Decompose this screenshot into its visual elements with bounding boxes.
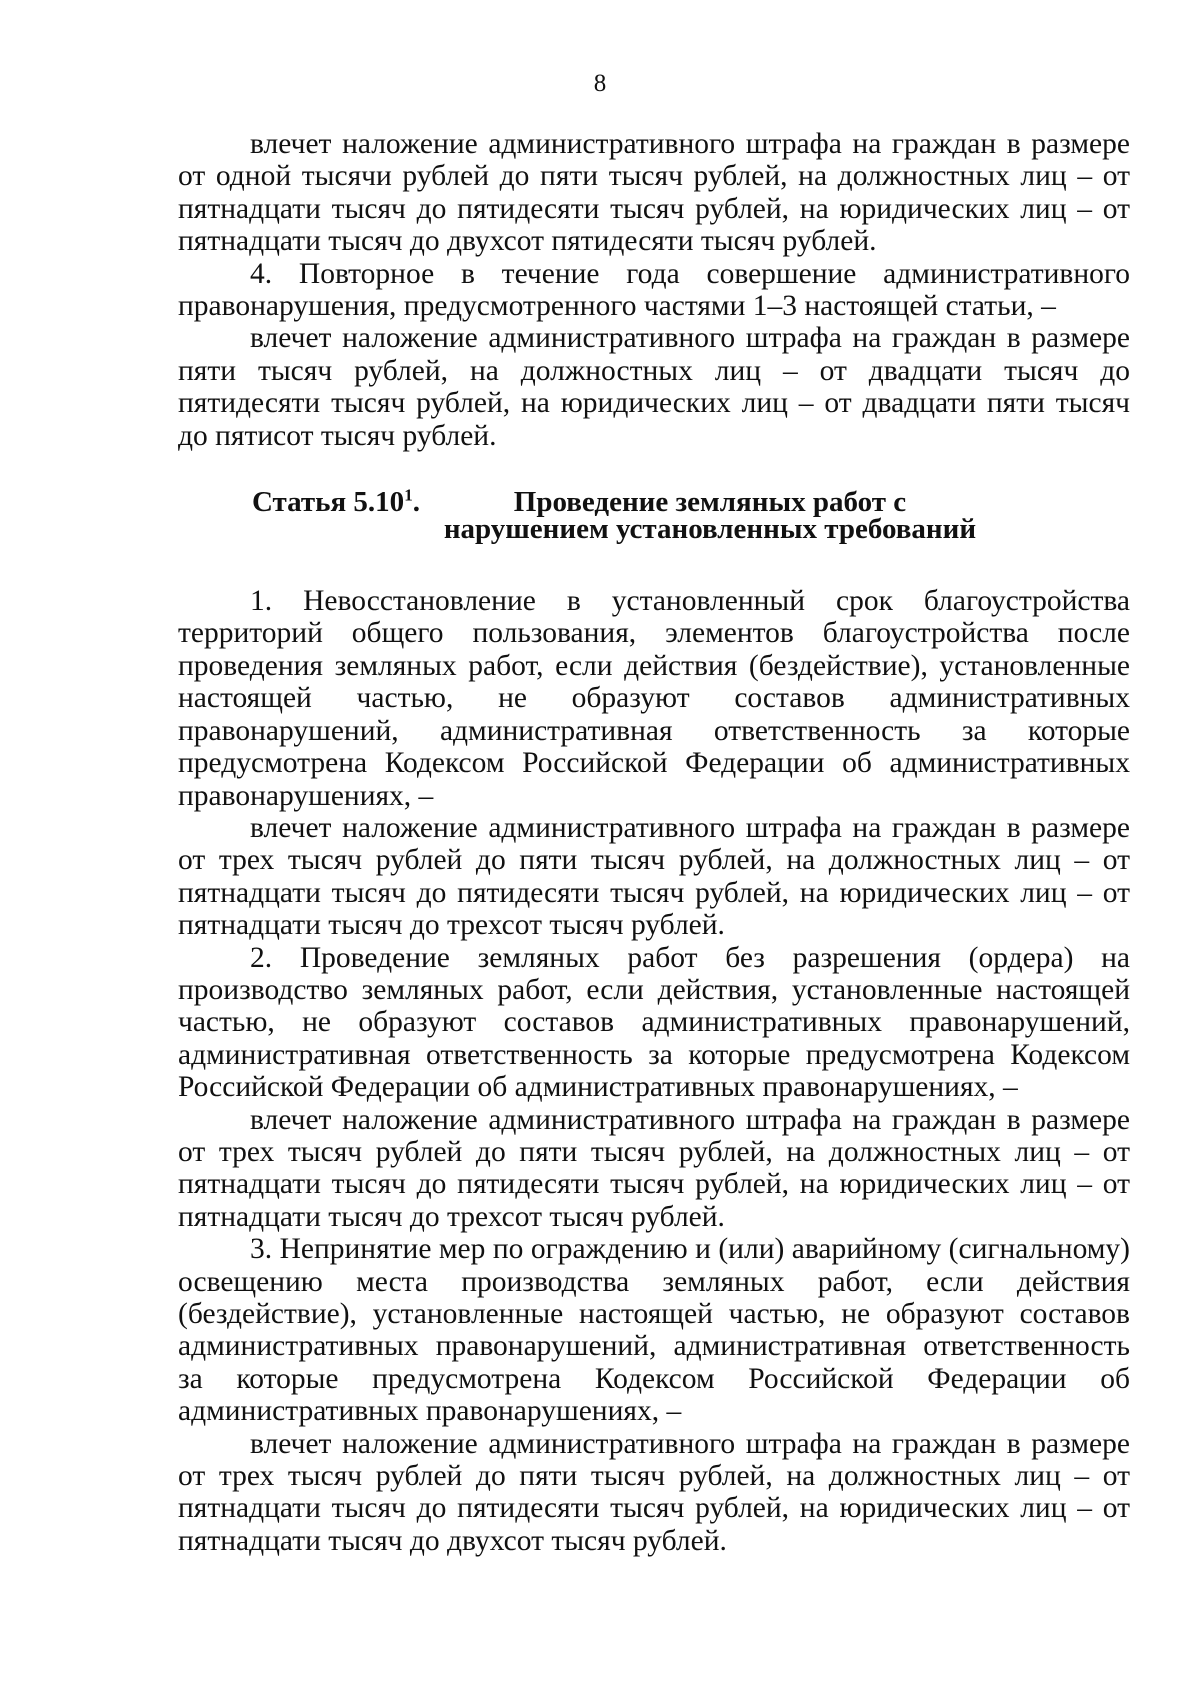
paragraph-article-penalty-2: влечет наложение административного штрафа на граждан в размере от трех тысяч рублей до пяти тысяч рублей, на должностных лиц – от пятнадцати тысяч до пятидесяти тысяч рублей, на юридических лиц – от пятнадцати тысяч до трехсот тысяч рублей.: [178, 1103, 1130, 1233]
article-superscript: 1: [404, 485, 413, 505]
page-number: 8: [593, 70, 607, 97]
paragraph-penalty-part-4: влечет наложение административного штрафа на граждан в размере пяти тысяч рублей, на должностных лиц – от двадцати тысяч до пятидесяти тысяч рублей, на юридических лиц – от двадцати пяти тысяч до пятисот тысяч рублей.: [178, 322, 1130, 452]
paragraph-article-penalty-3: влечет наложение административного штрафа на граждан в размере от трех тысяч рублей до пяти тысяч рублей, на должностных лиц – от пятнадцати тысяч до пятидесяти тысяч рублей, на юридических лиц – от пятнадцати тысяч до двухсот тысяч рублей.: [178, 1427, 1130, 1557]
article-heading: [178, 485, 1130, 546]
document-body: [178, 128, 1130, 1557]
paragraph-part-4: 4. Повторное в течение года совершение административного правонарушения, предусмотренного частями 1–3 настоящей статьи, –: [178, 257, 1130, 323]
paragraph-penalty-part-3: влечет наложение административного штрафа на граждан в размере от одной тысячи рублей до пяти тысяч рублей, на должностных лиц – от пятнадцати тысяч до пятидесяти тысяч рублей, на юридических лиц – от пятнадцати тысяч до двухсот пятидесяти тысяч рублей.: [178, 128, 1130, 258]
article-title: Проведение земляных работ с нарушением установленных требований: [443, 486, 977, 546]
paragraph-article-part-2: 2. Проведение земляных работ без разрешения (ордера) на производство земляных работ, если действия, установленные настоящей частью, не образуют составов административных правонарушений, административная ответственность за которые предусмотрена Кодексом Российской Федерации об административных правонарушениях, –: [178, 941, 1130, 1104]
paragraph-article-part-3: 3. Непринятие мер по ограждению и (или) аварийному (сигнальному) освещению места производства земляных работ, если действия (бездействие), установленные настоящей частью, не образуют составов административных правонарушений, административная ответственность за которые предусмотрена Кодексом Российской Федерации об административных правонарушениях, –: [178, 1233, 1130, 1428]
paragraph-article-part-1: 1. Невосстановление в установленный срок благоустройства территорий общего пользования, элементов благоустройства после проведения земляных работ, если действия (бездействие), установленные настоящей частью, не образуют составов административных правонарушений, административная ответственность за которые предусмотрена Кодексом Российской Федерации об административных правонарушениях, –: [178, 585, 1130, 812]
article-number: Статья 5.10$^1$.: [252, 485, 420, 519]
paragraph-article-penalty-1: влечет наложение административного штрафа на граждан в размере от трех тысяч рублей до пяти тысяч рублей, на должностных лиц – от пятнадцати тысяч до пятидесяти тысяч рублей, на юридических лиц – от пятнадцати тысяч до трехсот тысяч рублей.: [178, 811, 1130, 942]
